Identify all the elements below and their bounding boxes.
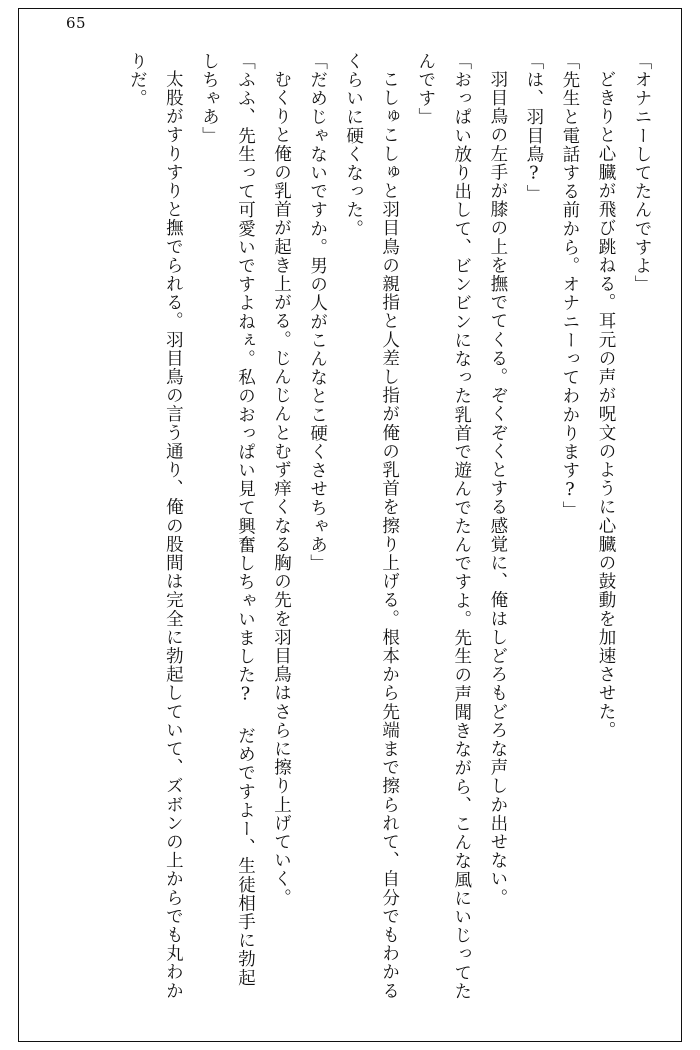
paragraph: 太股がすりすりと撫でられる。羽目鳥の言う通り、俺の股間は完全に勃起していて、ズボンの上からでも丸わかりだ。 [127,52,184,1000]
paragraph: こしゅこしゅと羽目鳥の親指と人差し指が俺の乳首を擦り上げる。根本から先端まで擦られて、自分でもわかるくらいに硬くなった。 [343,52,400,1000]
paragraph: どきりと心臓が飛び跳ねる。耳元の声が呪文のように心臓の鼓動を加速させた。 [595,69,616,740]
paragraph: 「おっぱい放り出して、ビンビンになった乳首で遊んでたんですよ。先生の声聞きながら、こんな風にいじってたんです」 [415,52,472,1001]
paragraph: 「ふふ、先生って可愛いですよねぇ。私のおっぱい見て興奮しちゃいました? だめですよー、生徒相手に勃起しちゃあ」 [199,52,256,987]
paragraph: 「オナニーしてたんですよ」 [632,52,652,294]
paragraph: 羽目鳥の左手が膝の上を撫でてくる。ぞくぞくとする感覚に、俺はしどろもどろな声しか出せない。 [487,69,508,907]
paragraph: 「先生と電話する前から。オナニーってわかります?」 [559,52,580,520]
body-text-vertical [40,52,660,1002]
page-number: 65 [66,14,87,32]
paragraph: 「だめじゃないですか。男の人がこんなとこ硬くさせちゃあ」 [307,52,328,573]
paragraph: むくりと俺の乳首が起き上がる。じんじんとむず痒くなる胸の先を羽目鳥はさらに擦り上げていく。 [271,69,292,907]
paragraph: 「は、羽目鳥?」 [523,52,544,204]
